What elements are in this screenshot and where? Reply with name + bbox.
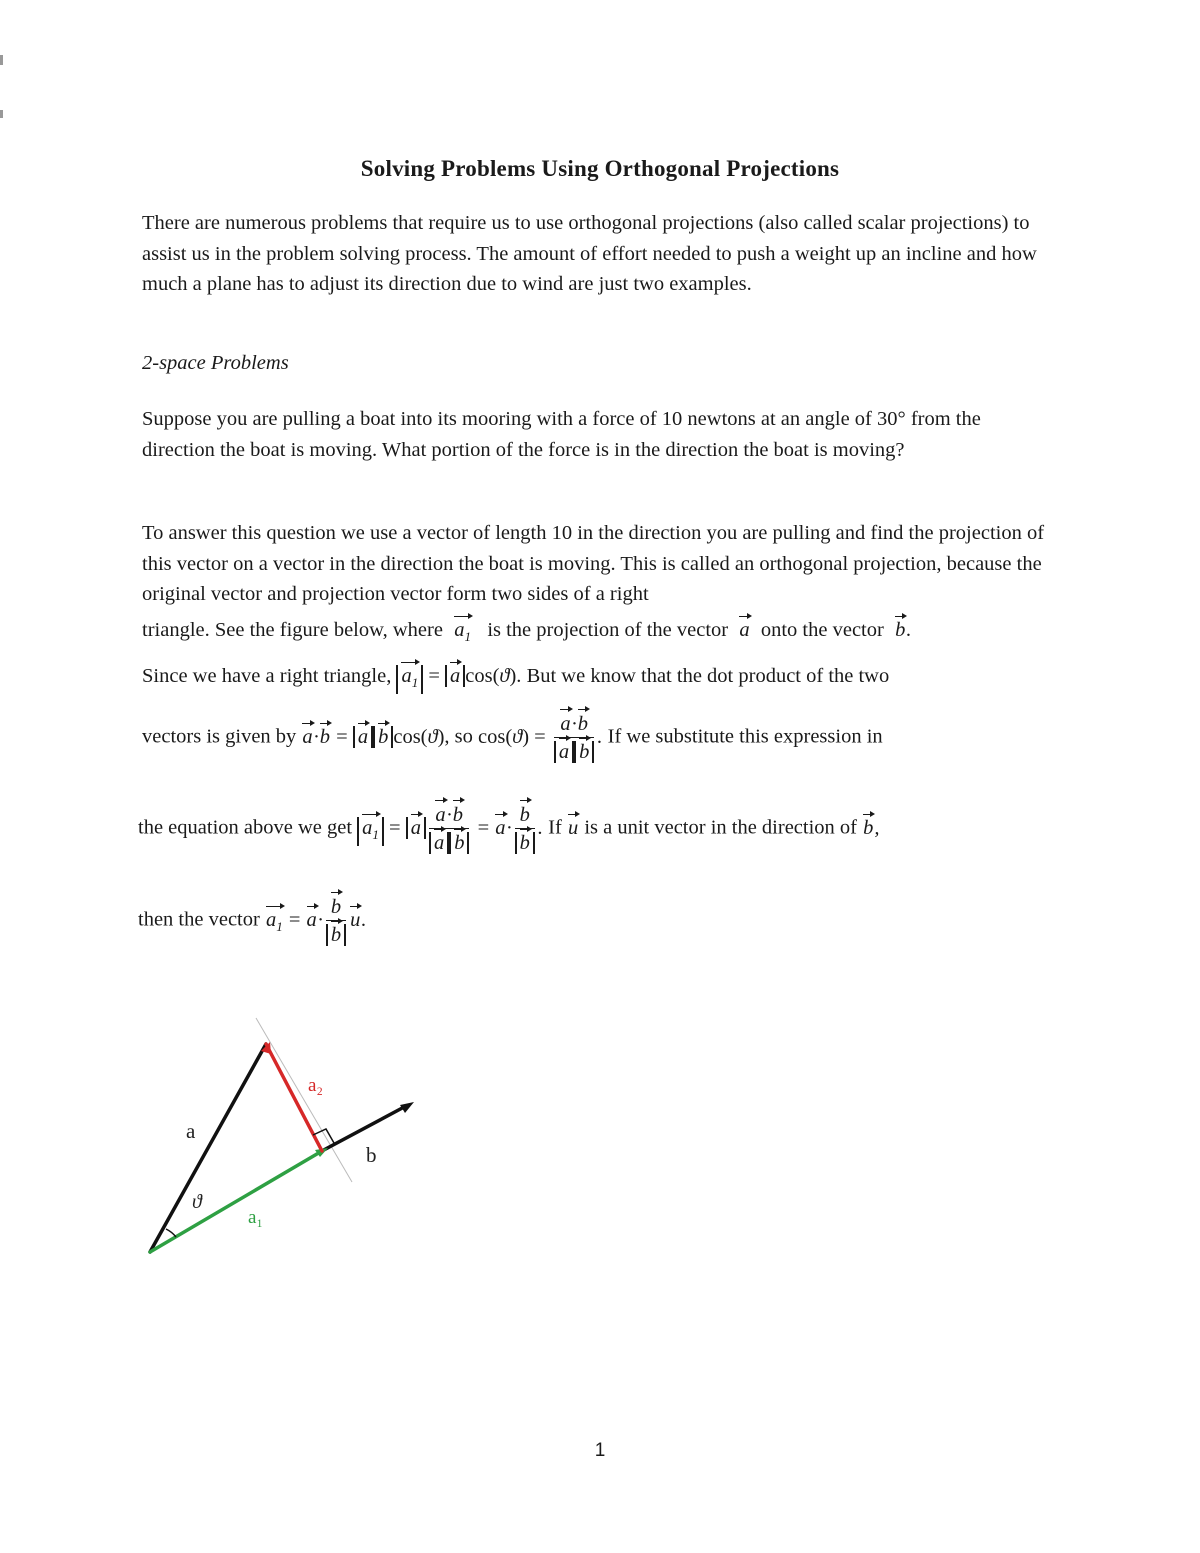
triangle-line-pre: triangle. See the figure below, where <box>142 619 443 641</box>
math-a1-vector: $a_1 = a\cdot$ $\frac{b}{b}$ u. <box>265 896 367 946</box>
label-b: b <box>366 1143 377 1167</box>
then-vector-line <box>138 895 367 947</box>
math-projection-eq: $a_1 = a$ $\frac{a\cdot b}{\text{a b}}$ = a· $\frac{b}{b}$ . <box>357 817 548 839</box>
label-a1: a₁ <box>248 1207 264 1228</box>
scan-mark <box>0 110 3 118</box>
math-b-end: b, <box>863 816 880 839</box>
projection-equation-line <box>138 803 880 855</box>
label-a2: a₂ <box>308 1075 324 1096</box>
dot-product-line <box>142 712 883 764</box>
projection-figure <box>130 1010 450 1270</box>
problem-paragraph: Suppose you are pulling a boat into its mooring with a force of 10 newtons at an angle of 30° from the direction the boat is moving. What portion of the force is in the direction the boat is moving? <box>142 408 981 461</box>
intro-paragraph: There are numerous problems that require us to use orthogonal projections (also called scalar projections) to assist us in the problem solving process. The amount of effort needed to push a weight up an incline and how much a plane has to adjust its direction due to wind are just two examples. <box>142 212 1037 295</box>
triangle-line-mid1: is the projection of the vector <box>487 619 729 641</box>
math-a1: $a_1$ <box>454 619 471 645</box>
answer-paragraph: To answer this question we use a vector of length 10 in the direction you are pulling and find the projection of this vector on a vector in the direction the boat is moving. This is called an orthogonal projection, because the original vector and projection vector form two sides of a right <box>142 522 1045 605</box>
math-cos-fraction: cos(ϑ) = $\frac{a\cdot b}{\text{a b}}$ . <box>478 713 608 763</box>
right-triangle-pre: Since we have a right triangle, <box>142 665 392 687</box>
label-a: a <box>186 1119 196 1143</box>
theta-angle-arc <box>166 1229 176 1237</box>
vector-b-line <box>320 1106 406 1152</box>
triangle-line-mid2: onto the vector <box>760 619 884 641</box>
math-b: b. <box>895 619 912 641</box>
math-dot-product: a·b = a b cos(ϑ) <box>302 725 445 748</box>
dot-line-post: If we substitute this expression in <box>607 725 883 748</box>
scan-mark <box>0 55 3 65</box>
then-line-pre: then the vector <box>138 908 260 931</box>
perpendicular-guide-line <box>256 1018 352 1182</box>
eq-line-post-b: is a unit vector in the direction of <box>584 816 857 839</box>
right-triangle-post: But we know that the dot product of the two <box>526 665 890 687</box>
page-number: 1 <box>594 1440 606 1461</box>
page-title: Solving Problems Using Orthogonal Projections <box>360 156 840 181</box>
dot-line-so: , so <box>444 725 473 748</box>
math-u: u <box>567 816 579 839</box>
eq-line-post-a: If <box>548 816 562 839</box>
math-a: a <box>739 619 750 641</box>
vector-b-arrowhead <box>400 1102 414 1113</box>
label-theta: ϑ <box>192 1191 202 1213</box>
triangle-line <box>142 619 911 645</box>
section-heading: 2-space Problems <box>142 352 289 374</box>
dot-line-pre: vectors is given by <box>142 725 297 748</box>
math-norm-eq: $a_1 = a$ cos(ϑ). <box>396 665 526 687</box>
right-triangle-line <box>142 665 889 694</box>
eq-line-pre: the equation above we get <box>138 816 353 839</box>
